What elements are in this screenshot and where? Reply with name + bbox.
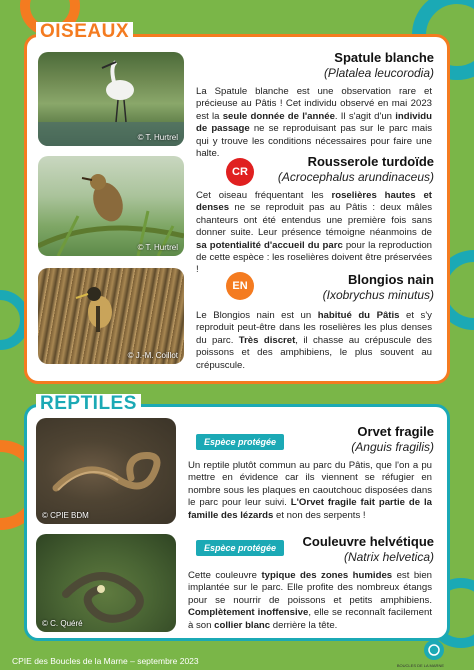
species-name: Rousserole turdoïde: [307, 154, 434, 169]
photo-couleuvre-helvetique: [36, 534, 176, 632]
footer-credit: CPIE des Boucles de la Marne – septembre 2023: [12, 656, 199, 666]
protected-species-tag: Espèce protégée: [196, 434, 284, 450]
species-latin-name: (Ixobrychus minutus): [322, 288, 434, 302]
status-badge-en: EN: [226, 272, 254, 300]
spoonbill-illustration: [38, 52, 184, 146]
species-latin-name: (Anguis fragilis): [351, 440, 434, 454]
species-latin-name: (Platalea leucorodia): [323, 66, 434, 80]
protected-species-tag: Espèce protégée: [196, 540, 284, 556]
logo-icon: [427, 643, 441, 657]
species-name: Couleuvre helvétique: [302, 534, 434, 549]
photo-credit: © T. Hurtrel: [137, 243, 178, 252]
species-description: Le Blongios nain est un habitué du Pâtis et s'y reproduit peut-être dans les roselières les plus denses du parc. Très discret, il chasse au crépuscule des poissons et des amphibiens, le plus souvent au crépuscule.: [196, 310, 432, 371]
bittern-illustration: [38, 268, 184, 364]
species-name: Blongios nain: [348, 272, 434, 287]
section-title-reptiles: REPTILES: [36, 394, 141, 414]
status-badge-cr: CR: [226, 158, 254, 186]
logo-text: BOUCLES DE LA MARNE: [396, 663, 444, 668]
warbler-illustration: [38, 156, 184, 256]
species-latin-name: (Natrix helvetica): [343, 550, 434, 564]
photo-orvet-fragile: [36, 418, 176, 524]
photo-credit: © CPIE BDM: [42, 511, 89, 520]
species-description: Un reptile plutôt commun au parc du Pâtis, que l'on a pu mettre en évidence car ils viennent se réfugier en nombre sous les plaques en caoutchouc disposées dans le parc pour leur suivi. L'Orvet fragile fait partie de la famille des lézards et non des serpents !: [188, 460, 432, 521]
slowworm-illustration: [36, 418, 176, 524]
photo-spatule-blanche: [38, 52, 184, 146]
photo-rousserole-turdoide: [38, 156, 184, 256]
photo-credit: © J.-M. Coillot: [127, 351, 178, 360]
grass-snake-illustration: [36, 534, 176, 632]
section-title-birds: OISEAUX: [36, 22, 133, 42]
photo-credit: © C. Quéré: [42, 619, 83, 628]
species-name: Spatule blanche: [334, 50, 434, 65]
species-latin-name: (Acrocephalus arundinaceus): [277, 170, 434, 184]
species-name: Orvet fragile: [357, 424, 434, 439]
photo-blongios-nain: [38, 268, 184, 364]
photo-credit: © T. Hurtrel: [137, 133, 178, 142]
species-description: Cette couleuvre typique des zones humides est bien implantée sur le parc. Elle profite des nombreux étangs pour se nourrir de poissons et petits amphibiens. Complètement inoffensive, elle se reconnaît facilement à son collier blanc derrière la tête.: [188, 570, 432, 631]
species-description: Cet oiseau fréquentant les roselières hautes et denses ne se reproduit pas au Pâtis : deux mâles chanteurs ont été entendus une première fois sans donner suite. Leur présence témoigne néanmoins de sa potentialité d'accueil du parc pour la reproduction de cette espèce : les roselières doivent être préservées !: [196, 190, 432, 276]
cpie-logo: [424, 640, 444, 660]
species-description: La Spatule blanche est une observation rare et précieuse au Pâtis ! Cet individu observé en mai 2023 est la seule donnée de l'année. Il s'agit d'un individu de passage ne se reproduisant pas sur le parc mais qui y trouve les conditions nécessaires pour faire une halte.: [196, 86, 432, 160]
